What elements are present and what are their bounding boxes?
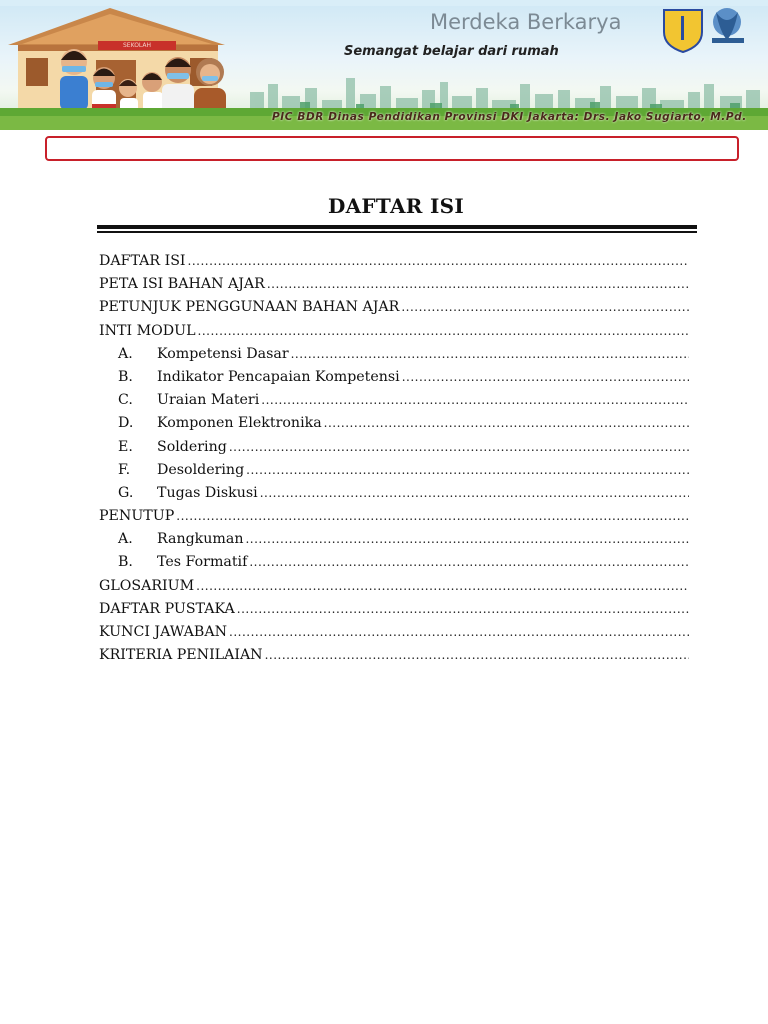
toc-entry[interactable] <box>99 554 689 577</box>
toc-entry-leader <box>291 347 689 361</box>
toc-entry[interactable] <box>99 276 689 299</box>
toc-entry[interactable] <box>99 323 689 346</box>
banner-tagline: Semangat belajar dari rumah <box>344 44 559 59</box>
toc-entry-leader <box>261 393 689 407</box>
toc-entry[interactable] <box>99 439 689 462</box>
toc-list <box>99 253 689 670</box>
toc-entry-letter: D. <box>118 415 134 432</box>
toc-entry-label: DAFTAR PUSTAKA <box>99 600 235 617</box>
toc-entry-label: Desoldering <box>157 461 245 478</box>
toc-entry-leader <box>260 486 689 500</box>
toc-entry-label: KRITERIA PENILAIAN <box>99 647 263 664</box>
toc-entry-label: KUNCI JAWABAN <box>99 624 227 640</box>
toc-entry-label: Tes Formatif <box>157 554 248 571</box>
toc-entry-label: Tugas Diskusi <box>157 484 258 501</box>
title-rule-thick <box>97 225 697 229</box>
toc-entry-letter: E. <box>118 438 133 455</box>
toc-entry-label: GLOSARIUM <box>99 577 195 594</box>
dinas-logo-icon <box>712 8 744 43</box>
toc-entry-label: DAFTAR ISI <box>99 253 186 269</box>
header-frame <box>45 136 739 161</box>
header-banner <box>0 0 768 130</box>
toc-entry-label: PENUTUP <box>99 508 175 525</box>
toc-entry-letter: B. <box>118 368 133 385</box>
toc-entry-letter: C. <box>118 392 133 409</box>
toc-entry-label: PETUNJUK PENGGUNAAN BAHAN AJAR <box>99 299 400 316</box>
toc-entry-leader <box>237 602 689 616</box>
title-rule-thin <box>97 231 697 233</box>
toc-entry[interactable] <box>99 346 689 369</box>
toc-entry-label: INTI MODUL <box>99 322 196 339</box>
toc-entry-leader <box>198 324 689 338</box>
toc-entry[interactable] <box>99 369 689 392</box>
toc-entry-leader <box>401 300 689 314</box>
toc-entry-leader <box>176 509 689 523</box>
toc-entry-leader <box>196 579 689 593</box>
toc-entry-label: Uraian Materi <box>157 392 260 409</box>
toc-entry-leader <box>188 254 689 268</box>
banner-pic-line: PIC BDR Dinas Pendidikan Provinsi DKI Jakarta: Drs. Jako Sugiarto, M.Pd. <box>272 111 747 123</box>
toc-entry-label: Rangkuman <box>157 531 244 548</box>
toc-entry-label: Indikator Pencapaian Kompetensi <box>157 368 400 385</box>
toc-entry[interactable] <box>99 508 689 531</box>
toc-entry-label: PETA ISI BAHAN AJAR <box>99 276 265 293</box>
banner-brand: Merdeka Berkarya <box>430 10 622 34</box>
toc-entry[interactable] <box>99 531 689 554</box>
toc-entry-leader <box>246 463 689 477</box>
toc-entry[interactable] <box>99 578 689 601</box>
toc-entry-leader <box>245 532 689 546</box>
toc-entry[interactable] <box>99 299 689 322</box>
toc-entry[interactable] <box>99 253 689 276</box>
toc-entry[interactable] <box>99 647 689 670</box>
toc-entry[interactable] <box>99 624 689 647</box>
toc-entry-leader <box>229 440 689 454</box>
page-title: DAFTAR ISI <box>327 194 465 218</box>
toc-entry-label: Komponen Elektronika <box>157 415 322 432</box>
toc-entry-leader <box>324 416 689 430</box>
toc-entry-leader <box>229 625 689 639</box>
toc-entry[interactable] <box>99 601 689 624</box>
toc-entry-label: Kompetensi Dasar <box>157 345 289 362</box>
toc-entry-letter: A. <box>118 345 133 362</box>
toc-entry-leader <box>265 648 689 662</box>
school-sign: SEKOLAH <box>98 41 176 50</box>
jakarta-logo-icon <box>664 10 702 52</box>
toc-entry-leader <box>249 555 689 569</box>
toc-entry-letter: F. <box>118 461 131 478</box>
toc-entry[interactable] <box>99 485 689 508</box>
toc-entry-label: Soldering <box>157 438 227 455</box>
toc-entry-letter: B. <box>118 554 133 571</box>
toc-entry-letter: G. <box>118 484 134 501</box>
toc-entry-letter: A. <box>118 531 133 548</box>
toc-entry[interactable] <box>99 415 689 438</box>
toc-entry-leader <box>402 370 689 384</box>
toc-entry[interactable] <box>99 462 689 485</box>
toc-entry-leader <box>267 277 689 291</box>
toc-entry[interactable] <box>99 392 689 415</box>
